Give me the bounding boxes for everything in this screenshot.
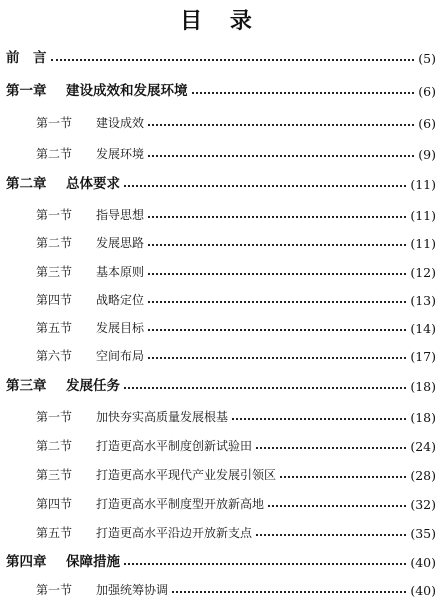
toc-number: 第五节 xyxy=(36,321,73,335)
toc-number: 第三章 xyxy=(6,378,47,394)
toc-number: 第二节 xyxy=(36,439,73,453)
toc-page: (40) xyxy=(410,555,436,570)
dot-leader xyxy=(124,184,406,187)
toc-number: 第一节 xyxy=(36,583,73,597)
toc-entry-section[interactable] xyxy=(6,111,436,131)
dot-leader xyxy=(148,215,406,218)
toc-text: 打造更高水平现代产业发展引领区 xyxy=(96,468,277,482)
dot-leader xyxy=(172,590,406,593)
dot-leader xyxy=(148,272,406,275)
toc-page: (18) xyxy=(410,410,436,425)
dot-leader xyxy=(148,123,414,126)
toc-page: (9) xyxy=(418,147,436,162)
toc-text: 战略定位 xyxy=(96,293,145,307)
toc-number: 第二节 xyxy=(36,147,73,161)
toc-entry-section[interactable] xyxy=(6,463,436,483)
toc-number: 第四章 xyxy=(6,554,47,570)
toc-page: (11) xyxy=(410,236,436,251)
toc-entry-section[interactable] xyxy=(6,231,436,251)
toc-page: (17) xyxy=(410,349,436,364)
toc-text: 保障措施 xyxy=(66,554,120,570)
dot-leader xyxy=(148,243,406,246)
dot-leader xyxy=(268,504,406,507)
toc-entry-chapter-4[interactable] xyxy=(6,550,436,570)
dot-leader xyxy=(192,91,415,94)
toc-page: (11) xyxy=(410,177,436,192)
toc-entry-section[interactable] xyxy=(6,260,436,280)
toc-number: 第二节 xyxy=(36,236,73,250)
toc-text: 基本原则 xyxy=(96,265,145,279)
toc-entry-section[interactable] xyxy=(6,521,436,541)
toc-number: 前 言 xyxy=(6,50,47,66)
toc-number: 第三节 xyxy=(36,265,73,279)
toc-text: 发展目标 xyxy=(96,321,145,335)
toc-page: (12) xyxy=(410,265,436,280)
toc-number: 第三节 xyxy=(36,468,73,482)
dot-leader xyxy=(256,446,406,449)
toc-page: (28) xyxy=(410,468,436,483)
toc-page: (6) xyxy=(418,84,436,99)
toc-number: 第二章 xyxy=(6,176,47,192)
toc-text: 发展环境 xyxy=(96,147,145,161)
toc-text: 发展任务 xyxy=(66,378,120,394)
toc-text: 加快夯实高质量发展根基 xyxy=(96,410,229,424)
toc-text: 指导思想 xyxy=(96,208,145,222)
toc-number: 第四节 xyxy=(36,497,73,511)
toc-text: 加强统筹协调 xyxy=(96,583,169,597)
dot-leader xyxy=(124,386,406,389)
toc-page: (18) xyxy=(410,379,436,394)
toc-entry-chapter-3[interactable] xyxy=(6,374,436,394)
toc-page: (40) xyxy=(410,583,436,598)
toc-number: 第一节 xyxy=(36,410,73,424)
toc-entry-section[interactable] xyxy=(6,344,436,364)
toc-page: (6) xyxy=(418,116,436,131)
toc-text: 打造更高水平沿边开放新支点 xyxy=(96,526,253,540)
dot-leader xyxy=(232,417,406,420)
toc-number: 第四节 xyxy=(36,293,73,307)
toc-entry-section[interactable] xyxy=(6,434,436,454)
toc-entry-chapter-1[interactable] xyxy=(6,79,436,99)
toc-number: 第五节 xyxy=(36,526,73,540)
toc-entry-section[interactable] xyxy=(6,492,436,512)
toc-number: 第六节 xyxy=(36,349,73,363)
dot-leader xyxy=(148,154,414,157)
dot-leader xyxy=(148,356,406,359)
page-title: 目 录 xyxy=(180,8,262,34)
dot-leader xyxy=(51,58,415,61)
toc-page: (32) xyxy=(410,497,436,512)
toc-page: (13) xyxy=(410,293,436,308)
toc-page: (14) xyxy=(410,321,436,336)
toc-text: 打造更高水平制度创新试验田 xyxy=(96,439,253,453)
toc-page: (24) xyxy=(410,439,436,454)
toc-entry-chapter-2[interactable] xyxy=(6,172,436,192)
toc-text: 打造更高水平制度型开放新高地 xyxy=(96,497,265,511)
dot-leader xyxy=(280,475,406,478)
toc-number: 第一节 xyxy=(36,116,73,130)
toc-entry-section[interactable] xyxy=(6,578,436,598)
toc-page: (35) xyxy=(410,526,436,541)
dot-leader xyxy=(148,328,406,331)
dot-leader xyxy=(148,300,406,303)
toc-page: (11) xyxy=(410,208,436,223)
toc-text: 发展思路 xyxy=(96,236,145,250)
toc-text: 建设成效和发展环境 xyxy=(66,83,188,99)
dot-leader xyxy=(256,533,406,536)
toc-number: 第一节 xyxy=(36,208,73,222)
toc-text: 空间布局 xyxy=(96,349,145,363)
toc-entry-section[interactable] xyxy=(6,142,436,162)
dot-leader xyxy=(124,562,406,565)
toc-entry-section[interactable] xyxy=(6,405,436,425)
toc-entry-section[interactable] xyxy=(6,288,436,308)
toc-number: 第一章 xyxy=(6,83,47,99)
toc-entry-section[interactable] xyxy=(6,316,436,336)
toc-text: 总体要求 xyxy=(66,176,120,192)
toc-entry-section[interactable] xyxy=(6,203,436,223)
toc-page: (5) xyxy=(418,51,436,66)
toc-text: 建设成效 xyxy=(96,116,145,130)
toc-entry-preface[interactable] xyxy=(6,46,436,66)
